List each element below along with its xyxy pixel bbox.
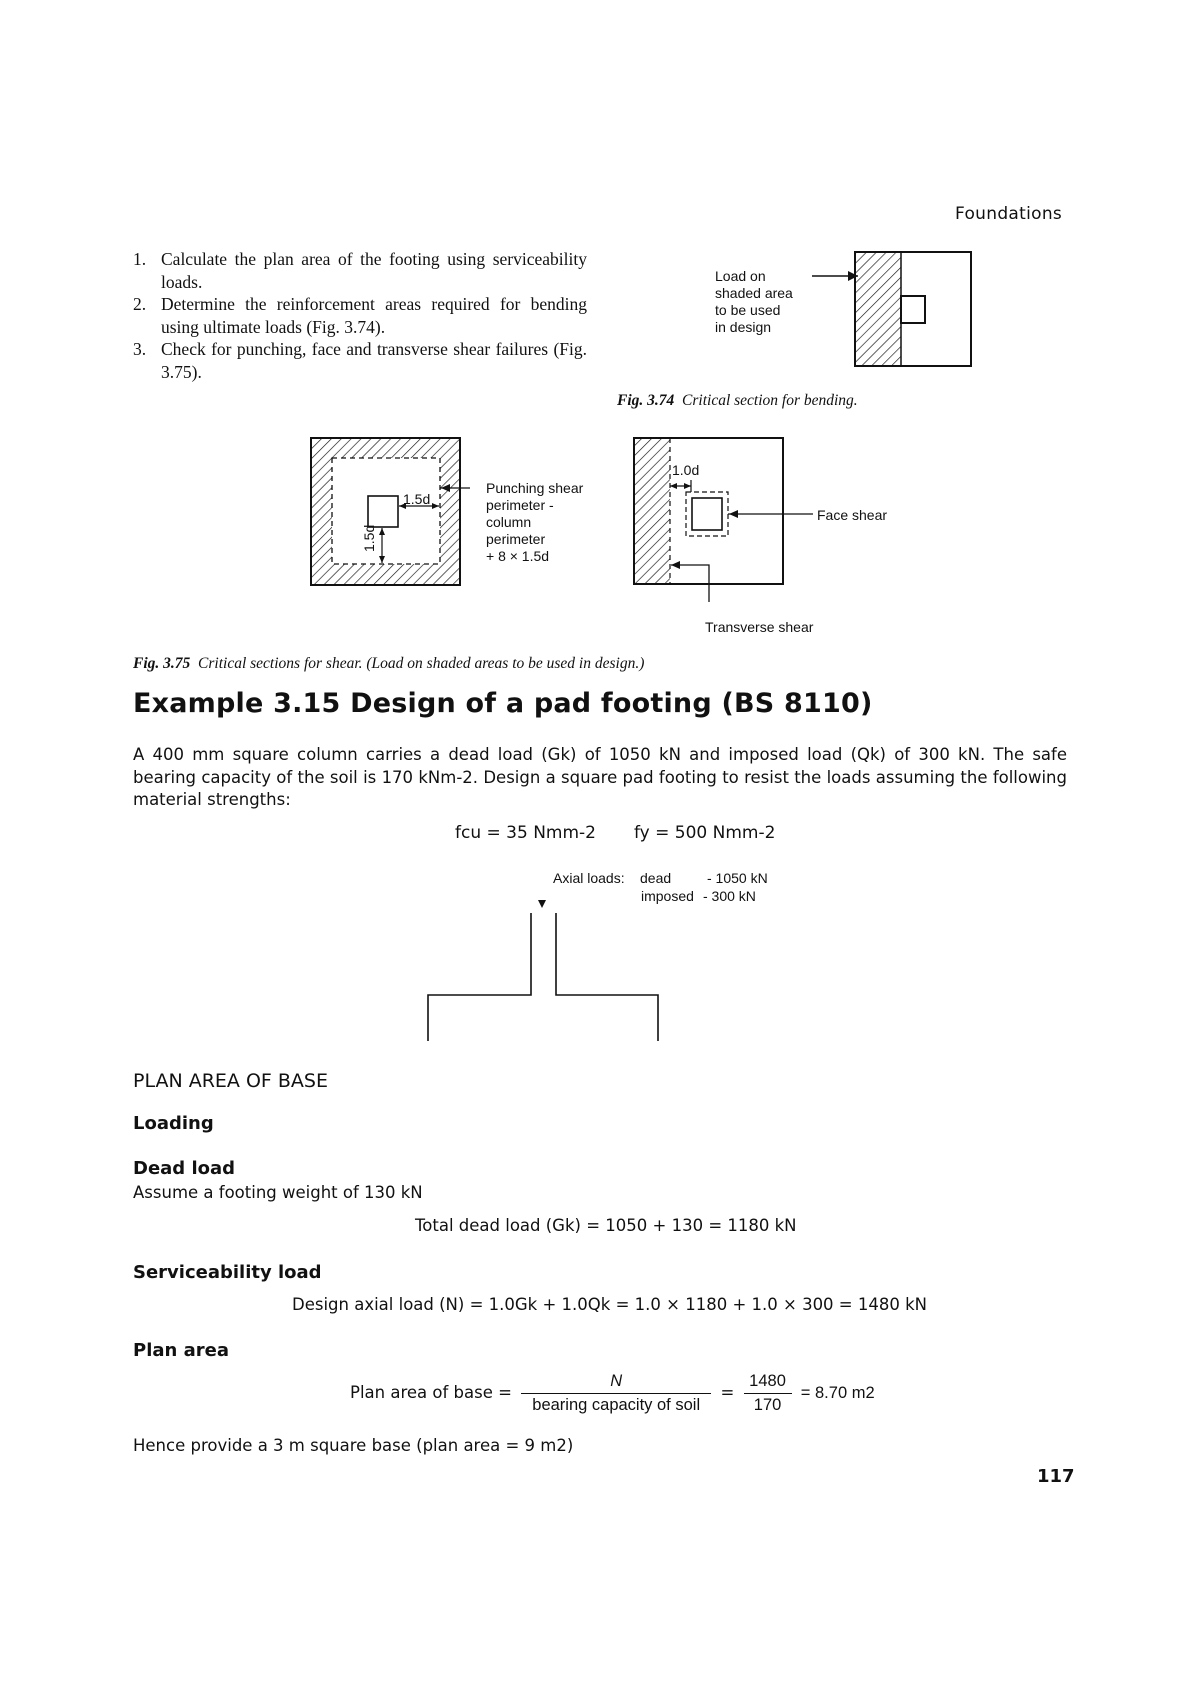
- subheading-dead-load: Dead load: [133, 1158, 236, 1179]
- footing-weight-text: Assume a footing weight of 130 kN: [133, 1183, 423, 1202]
- face-shear-label: Face shear: [817, 507, 888, 523]
- example-title: Example 3.15 Design of a pad footing (BS 8110): [133, 688, 873, 719]
- example-intro: A 400 mm square column carries a dead load (Gk) of 1050 kN and imposed load (Qk) of 300 kN. The safe bearing capacity of the soil is 170 kNm-2. Design a square pad footing to resist the loads assuming the following material strengths:: [133, 745, 1067, 809]
- fraction-n-over-capacity: $\frac{N}{\text{bearing capacity of soil}}$: [521, 1372, 711, 1415]
- step-text: Calculate the plan area of the footing using serviceability loads.: [161, 249, 587, 292]
- shaded-transverse-area: [634, 438, 670, 584]
- shaded-bending-area: [855, 252, 901, 366]
- step-item: 2. Determine the reinforcement areas required for bending using ultimate loads (Fig. 3.74).: [133, 294, 587, 337]
- step-item: 1. Calculate the plan area of the footing using serviceability loads.: [133, 249, 587, 292]
- subheading-plan-area: Plan area: [133, 1340, 229, 1361]
- axial-loads-heading: Axial loads:: [553, 870, 625, 886]
- axial-dead-label: dead: [640, 870, 672, 886]
- arrow-head-icon: [729, 510, 738, 518]
- arrow-head-icon: [671, 561, 680, 569]
- running-head: Foundations: [955, 204, 1063, 224]
- punching-perimeter: [332, 458, 440, 564]
- total-dead-load-equation: Total dead load (Gk) = 1050 + 130 = 1180 kN: [415, 1216, 797, 1235]
- axial-dead-value: - 1050 kN: [707, 870, 768, 886]
- dim-1-5d-vertical: 1.5d: [361, 524, 377, 552]
- fcu-value: fcu = 35 Nmm-2: [455, 823, 596, 843]
- plan-area-result: = 8.70 m2: [800, 1384, 875, 1402]
- axial-imposed-value: - 300 kN: [703, 888, 756, 904]
- fig-3-74-label: Load on shaded area to be used in design: [715, 268, 793, 335]
- fig-3-75-caption: Fig. 3.75 Critical sections for shear. (Load on shaded areas to be used in design.): [133, 655, 645, 672]
- plan-area-lhs: Plan area of base =: [350, 1383, 512, 1402]
- fig-3-75-punching-diagram: [300, 430, 470, 590]
- section-heading-plan-area: PLAN AREA OF BASE: [133, 1070, 328, 1092]
- step-text: Check for punching, face and transverse shear failures (Fig. 3.75).: [161, 339, 587, 382]
- design-axial-load-equation: Design axial load (N) = 1.0Gk + 1.0Qk = 1.0 × 1180 + 1.0 × 300 = 1480 kN: [292, 1295, 928, 1314]
- plan-area-equation: Plan area of base = $\frac{N}{\text{bearing capacity of soil}}$ = $\frac{1480}{170}$ = 8.70 m2: [350, 1372, 875, 1414]
- fraction-1480-over-170: $\frac{1480}{170}$: [744, 1372, 792, 1415]
- dim-1-5d-horizontal: 1.5d: [403, 491, 431, 507]
- load-arrow-icon: [538, 900, 546, 908]
- step-text: Determine the reinforcement areas required for bending using ultimate loads (Fig. 3.74).: [161, 294, 587, 337]
- plan-area-conclusion: Hence provide a 3 m square base (plan area = 9 m2): [133, 1436, 574, 1455]
- dim-1-0d: 1.0d: [672, 462, 700, 478]
- page-number: 117: [1037, 1466, 1075, 1487]
- subheading-loading: Loading: [133, 1113, 214, 1134]
- punching-shear-label: Punching shear perimeter - column perimeter + 8 × 1.5d: [486, 480, 584, 564]
- transverse-shear-label: Transverse shear: [705, 619, 814, 635]
- column-outline: [692, 498, 722, 530]
- subheading-serviceability-load: Serviceability load: [133, 1262, 322, 1283]
- material-strengths: [455, 823, 775, 843]
- step-item: 3. Check for punching, face and transverse shear failures (Fig. 3.75).: [133, 339, 587, 382]
- fig-3-74-caption: Fig. 3.74 Critical section for bending.: [617, 392, 858, 409]
- column-outline: [901, 296, 925, 323]
- axial-imposed-label: imposed: [641, 888, 694, 904]
- footing-elevation-diagram: [420, 895, 670, 1045]
- fy-value: fy = 500 Nmm-2: [633, 823, 776, 843]
- fig-3-75-face-shear-diagram: [620, 430, 820, 630]
- procedure-steps: [133, 248, 587, 383]
